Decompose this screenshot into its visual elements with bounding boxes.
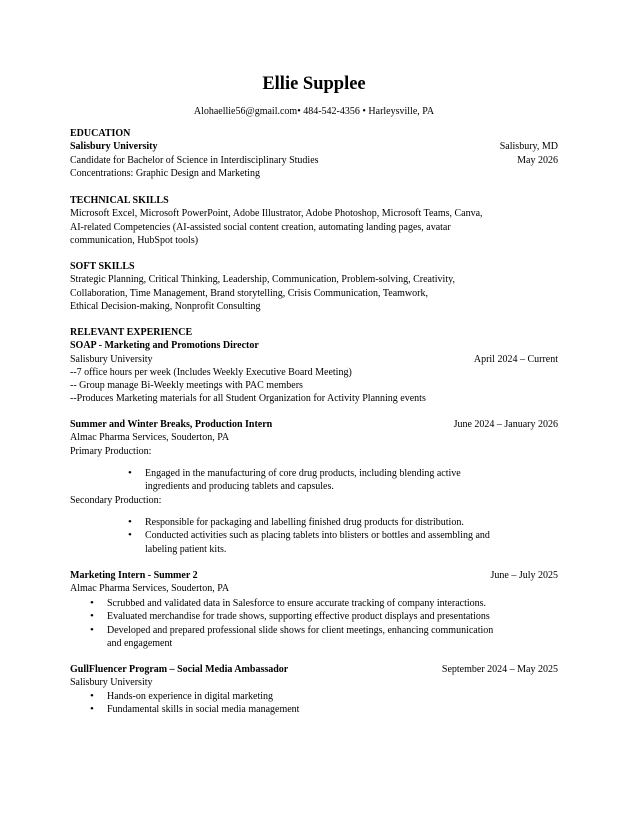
primary-production-list — [145, 467, 558, 494]
job-detail-line: -- Group manage Bi-Weekly meetings with PAC members — [70, 380, 303, 392]
job-org: Salisbury University — [70, 677, 153, 689]
secondary-production-label-wrap — [70, 494, 558, 507]
email-text: Alohaellie56@gmail.com — [193, 106, 298, 117]
list-item: • Conducted activities such as placing tablets into blisters or bottles and assembling and — [145, 529, 558, 542]
technical-skills-line: Microsoft Excel, Microsoft PowerPoint, Adobe Illustrator, Adobe Photoshop, Microsoft Teams, Canva, — [70, 208, 483, 220]
grad-date: May 2026 — [517, 154, 558, 166]
list-item: • Evaluated merchandise for trade shows, supporting effective product displays and presentations — [107, 610, 558, 623]
separator-bullet: • — [297, 106, 301, 117]
degree-row — [70, 154, 558, 167]
list-item-continuation: ingredients and producing tablets and capsules. — [145, 481, 334, 493]
job-detail-line: --7 office hours per week (Includes Weekly Executive Board Meeting) — [70, 366, 352, 378]
candidate-name: Ellie Supplee — [262, 74, 366, 94]
soft-skills-line: Ethical Decision-making, Nonprofit Consulting — [70, 300, 261, 312]
job-title: SOAP - Marketing and Promotions Director — [70, 340, 259, 352]
job-title-row — [70, 418, 558, 431]
technical-skills-section — [70, 194, 558, 247]
secondary-production-label: Secondary Production: — [70, 495, 162, 506]
job-org: Salisbury University — [70, 353, 153, 365]
section-heading-education: EDUCATION — [70, 128, 131, 139]
technical-skills-line: communication, HubSpot tools) — [70, 234, 199, 246]
gullfluencer-list — [107, 690, 558, 717]
separator-bullet: • — [362, 106, 366, 117]
list-item: • Scrubbed and validated data in Salesforce to ensure accurate tracking of company interactions. — [107, 597, 558, 610]
job-dates: April 2024 – Current — [473, 353, 558, 365]
technical-skills-line: AI-related Competencies (AI-assisted social content creation, automating landing pages, avatar — [70, 221, 451, 233]
job-almac-production — [70, 418, 558, 458]
list-item: • Developed and prepared professional slide shows for client meetings, enhancing communication — [107, 624, 558, 637]
experience-section — [70, 326, 558, 406]
section-heading-technical: TECHNICAL SKILLS — [70, 195, 169, 206]
primary-production-label: Primary Production: — [70, 445, 152, 457]
section-heading-soft: SOFT SKILLS — [70, 261, 135, 272]
phone-text: 484-542-4356 — [303, 106, 360, 117]
school-location: Salisbury, MD — [499, 141, 558, 153]
job-dates: June 2024 – January 2026 — [453, 419, 558, 430]
list-item: • Hands-on experience in digital marketing — [107, 690, 558, 703]
list-item-continuation: labeling patient kits. — [145, 543, 227, 555]
job-title: Marketing Intern - Summer 2 — [70, 570, 198, 581]
education-section — [70, 127, 558, 180]
job-org: Almac Pharma Services, Souderton, PA — [70, 583, 230, 595]
section-heading-experience: RELEVANT EXPERIENCE — [70, 327, 193, 338]
job-org: Almac Pharma Services, Souderton, PA — [70, 432, 230, 444]
list-item: • Fundamental skills in social media management — [107, 703, 558, 716]
school-name: Salisbury University — [70, 141, 158, 153]
school-row — [70, 140, 558, 153]
job-detail-line: --Produces Marketing materials for all Student Organization for Activity Planning events — [70, 393, 426, 405]
soft-skills-line: Collaboration, Time Management, Brand storytelling, Crisis Communication, Teamwork, — [70, 287, 428, 299]
job-dates: September 2024 – May 2025 — [441, 664, 558, 675]
job-gullfluencer — [70, 663, 558, 690]
job-title: Summer and Winter Breaks, Production Intern — [70, 419, 273, 430]
soft-skills-section — [70, 260, 558, 313]
job-marketing-intern — [70, 569, 558, 596]
marketing-intern-list — [107, 597, 558, 650]
job-dates: June – July 2025 — [490, 570, 558, 581]
list-item: • Responsible for packaging and labelling finished drug products for distribution. — [145, 516, 558, 529]
list-item-continuation: and engagement — [107, 637, 173, 649]
job-title-row — [70, 569, 558, 582]
concentrations-text: Concentrations: Graphic Design and Marketing — [70, 167, 260, 179]
secondary-production-list — [145, 516, 558, 556]
job-title-row — [70, 663, 558, 676]
job-org-row — [70, 353, 558, 366]
contact-line — [70, 106, 558, 117]
job-title: GullFluencer Program – Social Media Ambassador — [70, 664, 289, 675]
list-item: • Engaged in the manufacturing of core drug products, including blending active — [145, 467, 558, 480]
location-text: Harleysville, PA — [368, 106, 435, 117]
degree-text: Candidate for Bachelor of Science in Interdisciplinary Studies — [70, 154, 319, 166]
soft-skills-line: Strategic Planning, Critical Thinking, Leadership, Communication, Problem-solving, Creativity, — [70, 274, 455, 286]
